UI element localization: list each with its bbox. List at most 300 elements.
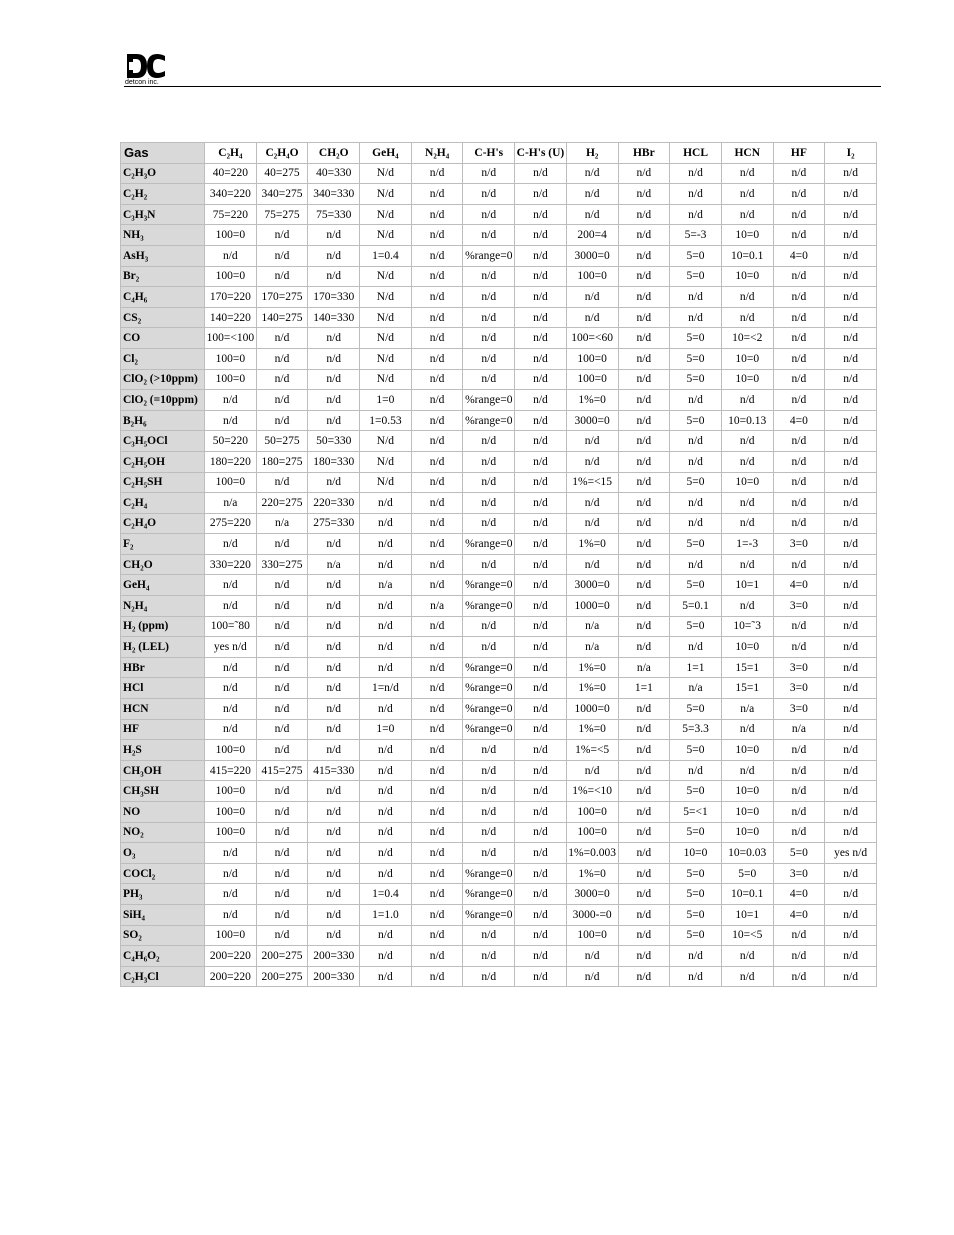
table-cell: 415=330 [308,761,359,781]
gas-name: NO₂ [121,823,204,843]
table-cell: yes n/d [825,843,876,863]
table-row [121,905,876,925]
table-cell: 75=275 [257,205,308,225]
table-cell: 4=0 [774,905,825,925]
table-cell: n/d [463,946,514,966]
table-cell: n/d [412,184,463,204]
table-cell: n/d [619,761,670,781]
table-cell: 340=330 [308,184,359,204]
table-cell: 10=0 [722,370,773,390]
table-row [121,514,876,534]
table-cell: 15=1 [722,658,773,678]
table-cell: 340=275 [257,184,308,204]
table-cell: n/d [722,720,773,740]
table-cell: n/d [825,534,876,554]
table-cell: 3=0 [774,699,825,719]
table-cell: 3000-=0 [567,905,618,925]
table-cell: n/d [619,637,670,657]
table-cell: n/d [567,205,618,225]
table-cell: n/d [567,946,618,966]
table-cell: n/d [205,843,256,863]
table-cell: n/d [774,740,825,760]
table-cell: N/d [360,164,411,184]
table-row [121,493,876,513]
table-cell: 200=330 [308,967,359,987]
table-cell: 1000=0 [567,699,618,719]
table-cell: n/d [825,781,876,801]
table-cell: 275=330 [308,514,359,534]
table-cell: n/d [308,843,359,863]
table-cell: 5=0 [670,534,721,554]
table-cell: n/d [257,328,308,348]
column-header: GeH₄ [360,143,411,163]
table-cell: n/d [670,967,721,987]
table-cell: n/a [360,575,411,595]
table-cell: n/d [515,328,566,348]
table-cell: n/d [308,658,359,678]
table-cell: n/d [360,843,411,863]
column-header: C₂H₄ [205,143,256,163]
table-cell: n/d [412,843,463,863]
table-cell: n/d [412,699,463,719]
table-row [121,411,876,431]
gas-name: HCN [121,699,204,719]
table-row [121,349,876,369]
table-cell: 5=0 [670,349,721,369]
table-cell: 100=0 [205,225,256,245]
table-cell: n/d [670,946,721,966]
table-cell: 100=0 [205,740,256,760]
table-cell: n/d [257,246,308,266]
table-cell: n/d [515,596,566,616]
table-cell: 3=0 [774,596,825,616]
table-cell: n/d [825,884,876,904]
table-cell: n/d [463,555,514,575]
table-cell: n/d [412,328,463,348]
table-cell: n/d [205,575,256,595]
table-cell: 1000=0 [567,596,618,616]
table-cell: n/d [774,370,825,390]
table-cell: n/d [412,473,463,493]
table-cell: 1=0.4 [360,246,411,266]
table-cell: n/d [825,287,876,307]
table-cell: n/d [205,534,256,554]
column-header: C₂H₄O [257,143,308,163]
table-cell: n/d [825,596,876,616]
table-cell: n/d [619,370,670,390]
table-cell: n/d [360,946,411,966]
table-cell: n/d [412,823,463,843]
table-cell: n/d [825,390,876,410]
gas-name: H₂ (ppm) [121,617,204,637]
table-cell: n/d [515,164,566,184]
gas-name: AsH₃ [121,246,204,266]
table-cell: n/d [774,493,825,513]
detcon-logo-icon [125,52,167,80]
table-cell: 10=0 [722,802,773,822]
table-cell: n/d [515,411,566,431]
table-cell: n/d [205,246,256,266]
table-cell: 415=275 [257,761,308,781]
table-cell: n/d [412,678,463,698]
table-cell: n/d [670,184,721,204]
table-cell: n/d [463,349,514,369]
table-row [121,761,876,781]
table-cell: 50=330 [308,431,359,451]
table-cell: N/d [360,225,411,245]
gas-name: ClO₂ (>10ppm) [121,370,204,390]
table-cell: n/d [722,596,773,616]
table-cell: n/d [825,225,876,245]
table-cell: n/d [463,781,514,801]
table-cell: n/d [515,225,566,245]
table-cell: 1=1.0 [360,905,411,925]
table-cell: 100=0 [567,823,618,843]
table-cell: 10=0 [722,781,773,801]
table-cell: n/d [774,761,825,781]
table-cell: n/d [308,390,359,410]
table-cell: n/d [619,555,670,575]
table-cell: n/d [619,184,670,204]
corner-header: Gas [121,143,204,163]
table-cell: n/d [567,493,618,513]
table-cell: n/d [257,637,308,657]
table-cell: n/d [619,740,670,760]
gas-name: O₃ [121,843,204,863]
gas-name: C₂H₄O [121,514,204,534]
table-cell: 5=0 [670,926,721,946]
gas-name: CH₃OH [121,761,204,781]
table-cell: 40=220 [205,164,256,184]
table-cell: n/d [412,164,463,184]
table-cell: n/d [412,308,463,328]
table-cell: 5=0 [670,884,721,904]
table-cell: 5=0 [670,411,721,431]
table-cell: n/d [619,493,670,513]
table-row [121,843,876,863]
table-cell: n/d [619,473,670,493]
table-cell: n/a [567,617,618,637]
table-cell: n/d [412,287,463,307]
table-cell: n/d [670,205,721,225]
table-cell: 4=0 [774,884,825,904]
table-cell: n/d [308,267,359,287]
table-cell: n/a [205,493,256,513]
table-cell: 10=0 [722,349,773,369]
table-cell: n/d [825,431,876,451]
table-cell: n/d [308,823,359,843]
table-cell: 3000=0 [567,411,618,431]
table-cell: n/d [619,781,670,801]
table-cell: n/d [774,926,825,946]
table-cell: n/d [619,596,670,616]
table-cell: n/d [774,946,825,966]
table-cell: 10=0 [722,225,773,245]
table-cell: n/d [825,349,876,369]
table-row [121,864,876,884]
table-cell: n/d [722,184,773,204]
table-cell: n/d [257,390,308,410]
table-cell: n/d [515,864,566,884]
table-cell: 170=275 [257,287,308,307]
table-cell: 330=275 [257,555,308,575]
table-header-row [121,143,876,163]
table-cell: N/d [360,473,411,493]
table-cell: 1=0 [360,390,411,410]
table-cell: n/d [515,493,566,513]
table-cell: 1=0.53 [360,411,411,431]
table-cell: n/d [463,843,514,863]
table-cell: 3=0 [774,658,825,678]
table-cell: 140=220 [205,308,256,328]
gas-name: SO₂ [121,926,204,946]
table-cell: n/d [774,473,825,493]
table-cell: n/d [619,864,670,884]
table-cell: 10=0 [722,823,773,843]
table-cell: 5=0.1 [670,596,721,616]
table-cell: n/d [360,637,411,657]
table-cell: n/d [825,699,876,719]
gas-name: B₂H₆ [121,411,204,431]
gas-name: SiH₄ [121,905,204,925]
table-cell: n/d [515,946,566,966]
table-cell: 10=0 [722,267,773,287]
table-cell: n/d [360,761,411,781]
table-cell: n/d [205,864,256,884]
table-cell: n/d [515,843,566,863]
table-cell: n/a [257,514,308,534]
table-cell: n/d [463,473,514,493]
table-cell: n/d [722,967,773,987]
table-cell: n/d [412,967,463,987]
table-cell: n/d [463,267,514,287]
table-cell: 5=3.3 [670,720,721,740]
table-cell: n/d [412,946,463,966]
table-cell: n/d [515,514,566,534]
table-cell: 5=0 [670,781,721,801]
table-cell: n/d [619,534,670,554]
gas-cross-sensitivity-table [120,142,877,987]
logo-text: detcon inc. [125,79,159,86]
table-row [121,781,876,801]
table-cell: n/d [257,617,308,637]
table-cell: n/a [670,678,721,698]
table-cell: %range=0 [463,411,514,431]
table-cell: 200=220 [205,967,256,987]
table-cell: n/d [619,390,670,410]
table-cell: n/d [619,802,670,822]
table-cell: n/d [825,473,876,493]
column-header: C-H's (U) [515,143,566,163]
table-cell: n/d [825,328,876,348]
table-cell: n/d [360,823,411,843]
table-cell: n/d [463,493,514,513]
column-header: H₂ [567,143,618,163]
table-cell: n/d [412,534,463,554]
table-cell: n/d [825,905,876,925]
table-cell: n/d [515,781,566,801]
table-cell: 200=330 [308,946,359,966]
table-cell: n/d [825,967,876,987]
table-cell: n/d [412,349,463,369]
table-cell: n/d [825,164,876,184]
gas-name: C₂H₂ [121,184,204,204]
table-cell: n/d [774,555,825,575]
table-cell: n/d [774,781,825,801]
table-cell: 10=0 [670,843,721,863]
table-cell: n/d [308,596,359,616]
table-cell: 100=<100 [205,328,256,348]
table-cell: n/d [619,699,670,719]
table-cell: n/d [308,637,359,657]
table-cell: n/d [360,493,411,513]
table-cell: n/d [257,823,308,843]
table-cell: n/d [567,164,618,184]
table-cell: 5=0 [670,740,721,760]
table-row [121,678,876,698]
table-cell: n/a [567,637,618,657]
table-row [121,575,876,595]
table-cell: n/d [774,514,825,534]
table-cell: 100=<60 [567,328,618,348]
table-cell: n/d [825,761,876,781]
table-cell: n/d [515,617,566,637]
gas-name: C₄H₆O₂ [121,946,204,966]
table-cell: 5=0 [722,864,773,884]
gas-name: C₄H₆ [121,287,204,307]
table-cell: 3000=0 [567,884,618,904]
table-cell: n/d [257,267,308,287]
table-cell: n/d [515,761,566,781]
table-cell: n/d [825,493,876,513]
table-cell: n/d [774,205,825,225]
gas-name: C₂H₃O [121,164,204,184]
table-cell: 170=220 [205,287,256,307]
table-cell: n/d [360,781,411,801]
gas-name: CH₃SH [121,781,204,801]
table-cell: n/d [670,431,721,451]
table-cell: 1=0.4 [360,884,411,904]
table-cell: n/d [619,884,670,904]
table-cell: n/d [825,452,876,472]
table-cell: N/d [360,349,411,369]
table-cell: 100=0 [567,926,618,946]
table-cell: n/d [515,555,566,575]
table-cell: n/d [412,225,463,245]
table-cell: n/d [515,390,566,410]
table-cell: 100=0 [205,926,256,946]
table-row [121,720,876,740]
table-row [121,555,876,575]
table-cell: n/d [463,184,514,204]
table-cell: n/d [825,617,876,637]
table-cell: n/d [619,328,670,348]
table-cell: %range=0 [463,699,514,719]
table-cell: 5=0 [670,699,721,719]
table-row [121,967,876,987]
table-cell: n/d [619,926,670,946]
table-cell: n/d [722,431,773,451]
table-cell: n/d [774,617,825,637]
gas-name: HF [121,720,204,740]
column-header: CH₂O [308,143,359,163]
gas-name: NH₃ [121,225,204,245]
table-cell: n/d [308,905,359,925]
table-cell: n/d [567,555,618,575]
table-cell: N/d [360,287,411,307]
table-cell: n/d [360,967,411,987]
table-cell: 50=275 [257,431,308,451]
table-cell: n/d [774,637,825,657]
table-cell: 3000=0 [567,246,618,266]
table-cell: n/d [619,164,670,184]
gas-name: PH₃ [121,884,204,904]
gas-name: Br₂ [121,267,204,287]
table-cell: n/d [515,884,566,904]
table-cell: n/d [619,349,670,369]
table-cell: 100=0 [205,781,256,801]
table-cell: n/d [205,699,256,719]
table-row [121,390,876,410]
table-cell: n/d [774,328,825,348]
table-cell: 180=275 [257,452,308,472]
table-cell: 40=330 [308,164,359,184]
table-cell: n/d [515,267,566,287]
table-row [121,225,876,245]
table-cell: n/d [360,617,411,637]
table-row [121,287,876,307]
table-cell: n/d [670,287,721,307]
table-cell: 10=0.13 [722,411,773,431]
table-cell: n/d [463,370,514,390]
gas-name: H₂S [121,740,204,760]
table-cell: n/d [825,637,876,657]
header-rule [124,86,881,87]
gas-name: C₃H₅OCl [121,431,204,451]
table-cell: 1=1 [619,678,670,698]
table-cell: n/d [412,493,463,513]
gas-name: F₂ [121,534,204,554]
table-cell: n/d [257,740,308,760]
table-cell: n/d [619,575,670,595]
table-cell: 220=275 [257,493,308,513]
table-cell: n/d [308,740,359,760]
table-cell: n/d [825,720,876,740]
table-cell: n/a [722,699,773,719]
table-cell: n/d [825,555,876,575]
gas-name: Cl₂ [121,349,204,369]
table-row [121,596,876,616]
table-cell: n/d [515,740,566,760]
table-cell: n/d [360,699,411,719]
table-cell: n/d [412,617,463,637]
gas-name: HBr [121,658,204,678]
table-cell: n/d [205,905,256,925]
table-cell: 5=0 [670,905,721,925]
table-cell: 100=0 [567,349,618,369]
table-cell: 10=1 [722,575,773,595]
table-cell: N/d [360,184,411,204]
column-header: N₂H₄ [412,143,463,163]
table-row [121,637,876,657]
table-cell: n/d [670,555,721,575]
table-cell: n/d [567,184,618,204]
table-cell: n/d [412,246,463,266]
table-cell: 100=0 [205,802,256,822]
table-cell: n/d [722,390,773,410]
table-cell: %range=0 [463,905,514,925]
table-cell: n/d [825,308,876,328]
